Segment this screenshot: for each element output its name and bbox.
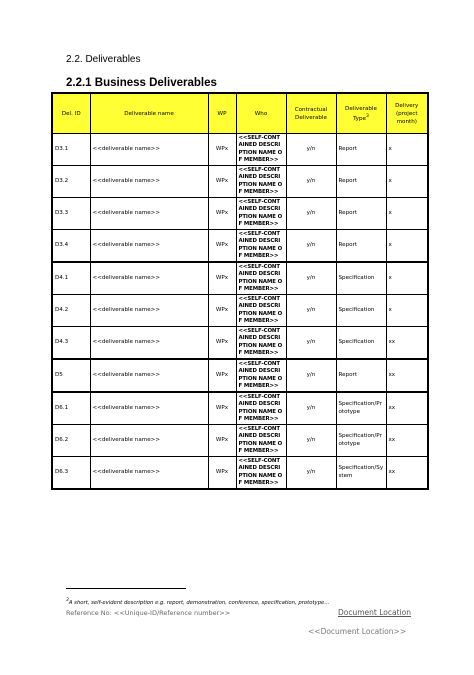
cell-contractual: y/n <box>286 166 336 198</box>
cell-delivery-month: x <box>386 262 428 295</box>
table-header-row <box>52 93 428 134</box>
deliverables-table <box>51 92 429 490</box>
cell-del-id: D3.4 <box>52 230 90 263</box>
cell-wp: WPx <box>208 327 236 360</box>
cell-wp: WPx <box>208 134 236 166</box>
cell-type: Report <box>336 166 386 198</box>
cell-who: <<SELF-CONTAINED DESCRIPTION NAME OF MEMBER>> <box>236 327 286 360</box>
cell-deliverable-name: <<deliverable name>> <box>90 230 208 263</box>
cell-delivery-month: xx <box>386 457 428 490</box>
cell-type: Specification/Prototype <box>336 392 386 425</box>
cell-wp: WPx <box>208 425 236 457</box>
cell-delivery-month: x <box>386 166 428 198</box>
cell-del-id: D4.1 <box>52 262 90 295</box>
cell-del-id: D4.3 <box>52 327 90 360</box>
cell-wp: WPx <box>208 166 236 198</box>
header-who: Who <box>236 93 286 134</box>
cell-deliverable-name: <<deliverable name>> <box>90 198 208 230</box>
cell-type: Specification <box>336 327 386 360</box>
table-row <box>52 134 428 166</box>
cell-contractual: y/n <box>286 198 336 230</box>
cell-who: <<SELF-CONTAINED DESCRIPTION NAME OF MEMBER>> <box>236 230 286 263</box>
cell-del-id: D6.1 <box>52 392 90 425</box>
cell-type: Specification/System <box>336 457 386 490</box>
header-wp: WP <box>208 93 236 134</box>
header-type-footnote-marker: 3 <box>365 113 369 119</box>
cell-wp: WPx <box>208 198 236 230</box>
cell-delivery-month: xx <box>386 392 428 425</box>
table-row <box>52 457 428 490</box>
cell-deliverable-name: <<deliverable name>> <box>90 134 208 166</box>
cell-contractual: y/n <box>286 392 336 425</box>
cell-wp: WPx <box>208 262 236 295</box>
cell-who: <<SELF-CONTAINED DESCRIPTION NAME OF MEMBER>> <box>236 295 286 327</box>
cell-wp: WPx <box>208 295 236 327</box>
cell-delivery-month: xx <box>386 425 428 457</box>
document-location-placeholder: <<Document Location>> <box>308 627 407 636</box>
cell-type: Report <box>336 230 386 263</box>
cell-deliverable-name: <<deliverable name>> <box>90 166 208 198</box>
cell-who: <<SELF-CONTAINED DESCRIPTION NAME OF MEMBER>> <box>236 457 286 490</box>
cell-del-id: D6.2 <box>52 425 90 457</box>
cell-del-id: D6.3 <box>52 457 90 490</box>
cell-del-id: D3.2 <box>52 166 90 198</box>
cell-type: Specification/Prototype <box>336 425 386 457</box>
table-row <box>52 327 428 360</box>
cell-who: <<SELF-CONTAINED DESCRIPTION NAME OF MEMBER>> <box>236 166 286 198</box>
cell-contractual: y/n <box>286 230 336 263</box>
cell-del-id: D5 <box>52 359 90 392</box>
section-heading: 2.2. Deliverables <box>66 54 141 65</box>
table-row <box>52 198 428 230</box>
cell-contractual: y/n <box>286 262 336 295</box>
cell-delivery-month: x <box>386 198 428 230</box>
cell-who: <<SELF-CONTAINED DESCRIPTION NAME OF MEMBER>> <box>236 359 286 392</box>
cell-deliverable-name: <<deliverable name>> <box>90 262 208 295</box>
cell-who: <<SELF-CONTAINED DESCRIPTION NAME OF MEMBER>> <box>236 198 286 230</box>
cell-type: Specification <box>336 262 386 295</box>
document-location-link[interactable]: Document Location <box>338 608 411 617</box>
table-row <box>52 392 428 425</box>
cell-deliverable-name: <<deliverable name>> <box>90 457 208 490</box>
table-row <box>52 230 428 263</box>
cell-deliverable-name: <<deliverable name>> <box>90 327 208 360</box>
cell-del-id: D3.1 <box>52 134 90 166</box>
table-row <box>52 425 428 457</box>
cell-who: <<SELF-CONTAINED DESCRIPTION NAME OF MEMBER>> <box>236 392 286 425</box>
cell-delivery-month: xx <box>386 327 428 360</box>
cell-deliverable-name: <<deliverable name>> <box>90 425 208 457</box>
cell-del-id: D3.3 <box>52 198 90 230</box>
cell-type: Report <box>336 134 386 166</box>
header-deliverable-name: Deliverable name <box>90 93 208 134</box>
cell-wp: WPx <box>208 230 236 263</box>
cell-contractual: y/n <box>286 457 336 490</box>
footnote-marker: 3 <box>66 598 69 603</box>
cell-who: <<SELF-CONTAINED DESCRIPTION NAME OF MEMBER>> <box>236 134 286 166</box>
cell-delivery-month: x <box>386 230 428 263</box>
header-delivery: Delivery (project month) <box>386 93 428 134</box>
cell-deliverable-name: <<deliverable name>> <box>90 392 208 425</box>
header-contractual: Contractual Deliverable <box>286 93 336 134</box>
cell-wp: WPx <box>208 359 236 392</box>
header-type-label: Deliverable Type <box>345 105 377 122</box>
table-row <box>52 359 428 392</box>
reference-number: Reference No: <<Unique-ID/Reference number>> <box>66 609 231 617</box>
cell-delivery-month: x <box>386 134 428 166</box>
table-row <box>52 166 428 198</box>
cell-delivery-month: xx <box>386 359 428 392</box>
header-del-id: Del. ID <box>52 93 90 134</box>
table-row <box>52 262 428 295</box>
cell-who: <<SELF-CONTAINED DESCRIPTION NAME OF MEMBER>> <box>236 262 286 295</box>
cell-type: Report <box>336 198 386 230</box>
cell-contractual: y/n <box>286 425 336 457</box>
cell-type: Report <box>336 359 386 392</box>
cell-delivery-month: x <box>386 295 428 327</box>
cell-wp: WPx <box>208 457 236 490</box>
subsection-heading: 2.2.1 Business Deliverables <box>66 77 217 89</box>
cell-wp: WPx <box>208 392 236 425</box>
header-type <box>336 93 386 134</box>
footnote-separator <box>66 588 186 589</box>
cell-contractual: y/n <box>286 327 336 360</box>
cell-who: <<SELF-CONTAINED DESCRIPTION NAME OF MEMBER>> <box>236 425 286 457</box>
table-row <box>52 295 428 327</box>
cell-contractual: y/n <box>286 359 336 392</box>
cell-deliverable-name: <<deliverable name>> <box>90 295 208 327</box>
table-body <box>52 134 428 490</box>
cell-deliverable-name: <<deliverable name>> <box>90 359 208 392</box>
footnote <box>66 598 330 606</box>
cell-del-id: D4.2 <box>52 295 90 327</box>
cell-contractual: y/n <box>286 295 336 327</box>
cell-type: Specification <box>336 295 386 327</box>
cell-contractual: y/n <box>286 134 336 166</box>
footnote-text: A short, self-evident description e.g. report, demonstration, conference, specification, prototype… <box>68 599 330 606</box>
